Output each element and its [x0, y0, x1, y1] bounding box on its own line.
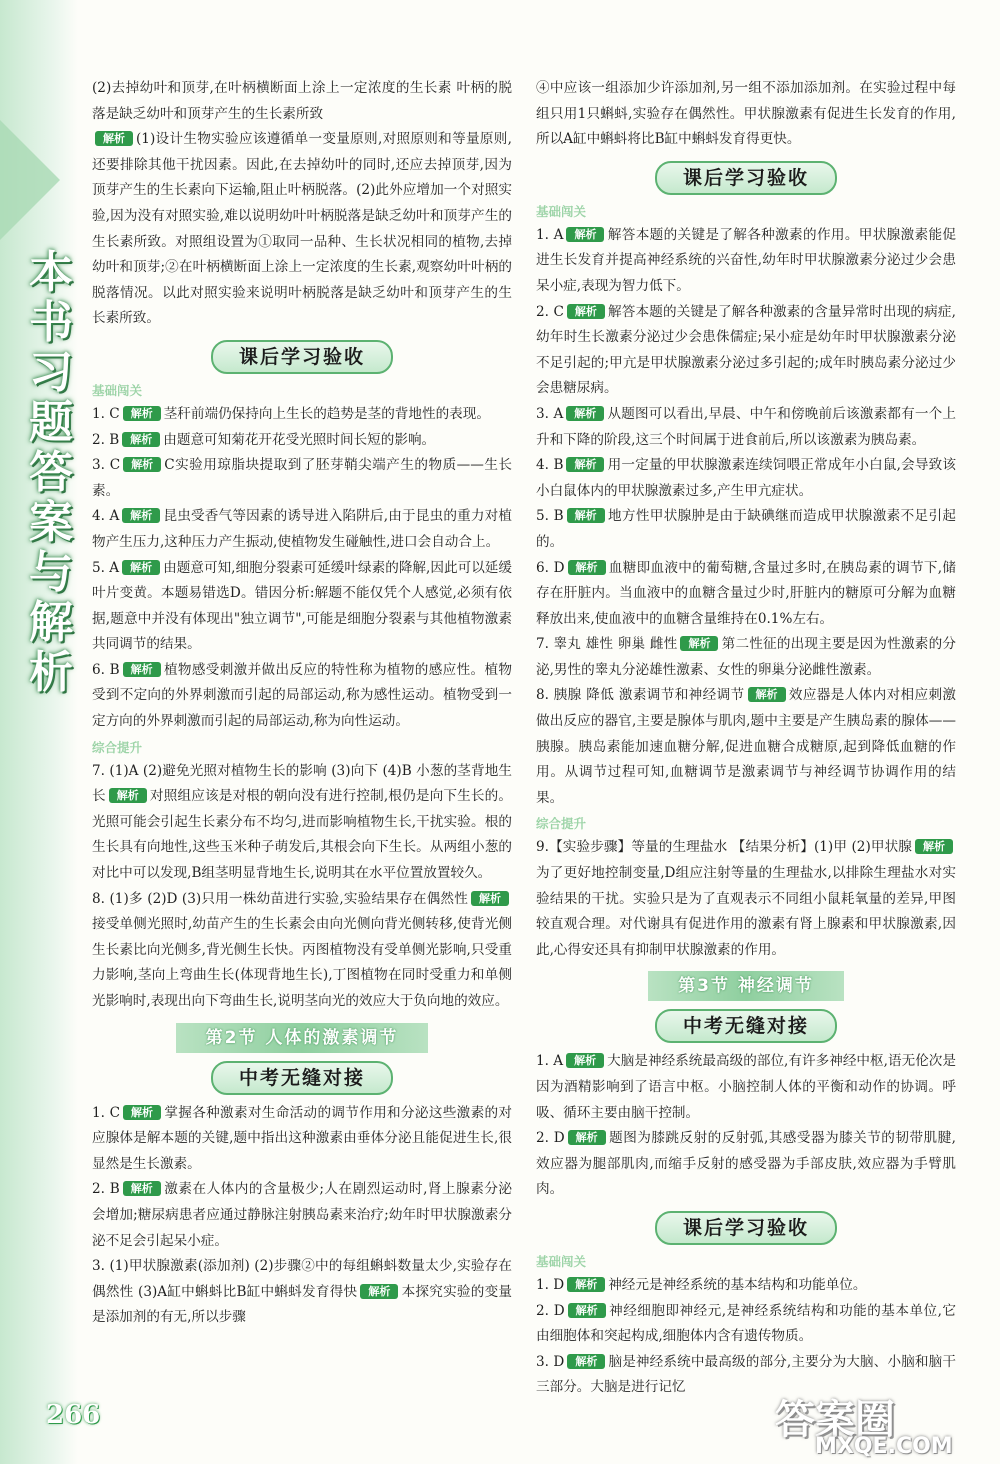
analysis-tag: 解析 — [567, 304, 605, 319]
left-column — [92, 76, 512, 1331]
analysis-tag: 解析 — [680, 636, 718, 651]
subheading-advanced: 综合提升 — [92, 739, 143, 755]
answer-item: 5. B 解析 地方性甲状腺肿是由于缺碘继而造成甲状腺激素不足引起的。 — [536, 508, 957, 550]
analysis-tag: 解析 — [123, 406, 161, 421]
analysis-tag: 解析 — [471, 891, 509, 906]
analysis-tag: 解析 — [566, 227, 604, 242]
banner-after-class: 课后学习验收 — [211, 340, 393, 374]
subheading-advanced: 综合提升 — [536, 816, 587, 832]
banner-exam-link: 中考无缝对接 — [211, 1061, 393, 1095]
analysis-tag: 解析 — [567, 1277, 605, 1292]
answer-item: 3. A 解析 从题图可以看出,早晨、中午和傍晚前后该激素都有一个上升和下降的阶段,这三个时间属于进食前后,所以该激素为胰岛素。 — [536, 405, 957, 448]
right-column — [536, 76, 956, 1401]
analysis-paragraph: 解析 (1)设计生物实验应该遵循单一变量原则,对照原则和等量原则,还要排除其他干扰因素。因此,在去掉幼叶的同时,还应去掉顶芽,因为顶芽产生的生长素向下运输,阻止叶柄脱落。(2)此外应增加一个对照实验,因为没有对照实验,难以说明幼叶叶柄脱落是缺乏幼叶和顶芽产生的生长素所致。对照组设置为①取同一品种、生长状况相同的植物,去掉幼叶和顶芽;②在叶柄横断面上涂上一定浓度的生长素,观察幼叶叶柄的脱落情况。以此对照实验来说明叶柄脱落是缺乏幼叶和顶芽产生的生长素所致。 — [92, 131, 512, 327]
answer-item: 2. D 解析 神经细胞即神经元,是神经系统结构和功能的基本单位,它由细胞体和突起构成,细胞体内含有遗传物质。 — [536, 1302, 956, 1345]
answer-item: 8. 胰腺 降低 激素调节和神经调节 解析 效应器是人体内对相应刺激做出反应的器官,主要是腺体与肌肉,题中主要是产生胰岛素的腺体——胰腺。胰岛素能加速血糖分解,促进血糖合成糖原,起到降低血糖的作用。从调节过程可知,血糖调节是激素调节与神经调节协调作用的结果。 — [536, 687, 957, 806]
subheading-basic: 基础闯关 — [92, 382, 143, 398]
subheading-basic: 基础闯关 — [536, 203, 587, 219]
analysis-tag: 解析 — [123, 662, 161, 677]
answer-item: 2. B 解析 由题意可知菊花开花受光照时间长短的影响。 — [92, 431, 436, 448]
banner-exam-link: 中考无缝对接 — [655, 1009, 837, 1043]
section-title-2: 第2节 人体的激素调节 — [176, 1023, 429, 1053]
banner-after-class: 课后学习验收 — [655, 161, 837, 195]
edge-arrow-decoration — [0, 120, 60, 240]
analysis-tag: 解析 — [568, 560, 606, 575]
answer-item: 4. B 解析 用一定量的甲状腺激素连续饲喂正常成年小白鼠,会导致该小白鼠体内的甲状腺激素过多,产生甲亢症状。 — [536, 457, 956, 499]
answer-item: 3. (1)甲状腺激素(添加剂) (2)步骤②中的每组蝌蚪数量太少,实验存在偶然性 (3)A缸中蝌蚪比B缸中蝌蚪发育得快 解析 本探究实验的变量是添加剂的有无,所以步骤 — [92, 1258, 512, 1326]
answer-item: 2. D 解析 题图为膝跳反射的反射弧,其感受器为膝关节的韧带肌腱,效应器为腿部肌肉,而缩手反射的感受器为手部皮肤,效应器为手臂肌肉。 — [536, 1130, 956, 1198]
answer-item: 7. 睾丸 雄性 卵巢 雌性 解析 第二性征的出现主要是因为性激素的分泌,男性的睾丸分泌雄性激素、女性的卵巢分泌雌性激素。 — [536, 636, 956, 678]
analysis-tag: 解析 — [123, 457, 161, 472]
analysis-tag: 解析 — [95, 131, 133, 146]
side-title: 本书习题答案与解析 — [29, 247, 73, 698]
analysis-tag: 解析 — [567, 1354, 605, 1369]
answer-item: 7. (1)A (2)避免光照对植物生长的影响 (3)向下 (4)B 小葱的茎背地生长 解析 对照组应该是对根的朝向没有进行控制,根仍是向下生长的。光照可能会引起生长素分布不均匀,进而影响植物生长,干扰实验。根的生长具有向地性,这些玉米种子萌发后,其根会向下生长。从两组小葱的对比中可以发现,B组茎明显背地生长,说明其在水平位置放置较久。 — [92, 762, 512, 882]
analysis-tag: 解析 — [360, 1284, 398, 1299]
answer-item: 1. A 解析 解答本题的关键是了解各种激素的作用。甲状腺激素能促进生长发育并提高神经系统的兴奋性,幼年时甲状腺激素分泌过少会患呆小症,表现为智力低下。 — [536, 226, 957, 294]
watermark-url: MXQE.COM — [815, 1434, 953, 1459]
section-title-3: 第3节 神经调节 — [648, 971, 844, 1001]
analysis-tag: 解析 — [568, 1130, 606, 1145]
analysis-tag: 解析 — [566, 1053, 604, 1068]
answer-item: 2. B 解析 激素在人体内的含量极少;人在剧烈运动时,肾上腺素分泌会增加;糖尿病患者应通过静脉注射胰岛素来治疗;幼年时甲状腺激素分泌不足会引起呆小症。 — [92, 1181, 513, 1249]
analysis-tag: 解析 — [123, 1105, 161, 1120]
analysis-tag: 解析 — [748, 687, 786, 702]
answer-item: 9.【实验步骤】等量的生理盐水 【结果分析】(1)甲 (2)甲状腺 解析为了更好地控制变量,D组应注射等量的生理盐水,以排除生理盐水对实验结果的干扰。实验只是为了直观表示不同组小鼠耗氧量的差异,甲图较直观合理。对代谢具有促进作用的激素有肾上腺素和甲状腺激素,因此,心得安还具有抑制甲状腺激素的作用。 — [536, 839, 956, 958]
answer-item: 4. A 解析 昆虫受香气等因素的诱导进入陷阱后,由于昆虫的重力对植物产生压力,这种压力产生振动,使植物发生碰触性,进口会自动合上。 — [92, 508, 513, 550]
answer-item: 1. C 解析 茎秆前端仍保持向上生长的趋势是茎的背地性的表现。 — [92, 405, 490, 422]
answer-paragraph: (2)去掉幼叶和顶芽,在叶柄横断面上涂上一定浓度的生长素 叶柄的脱落是缺乏幼叶和顶芽产生的生长素所致 — [92, 80, 512, 122]
analysis-tag: 解析 — [566, 406, 604, 421]
watermark-logo: 答案圈 — [775, 1397, 895, 1443]
analysis-tag: 解析 — [915, 839, 953, 854]
analysis-tag: 解析 — [566, 457, 604, 472]
analysis-tag: 解析 — [123, 1181, 161, 1196]
analysis-tag: 解析 — [122, 432, 160, 447]
answer-item: 3. D 解析 脑是神经系统中最高级的部分,主要分为大脑、小脑和脑干三部分。大脑是进行记忆 — [536, 1353, 956, 1396]
banner-after-class: 课后学习验收 — [655, 1211, 837, 1245]
page-number: 266 — [46, 1400, 101, 1430]
answer-paragraph: ④中应该一组添加少许添加剂,另一组不添加添加剂。在实验过程中每组只用1只蝌蚪,实验存在偶然性。甲状腺激素有促进生长发育的作用,所以A缸中蝌蚪将比B缸中蝌蚪发育得更快。 — [536, 80, 956, 148]
answer-item: 1. A 解析 大脑是神经系统最高级的部位,有许多神经中枢,语无伦次是因为酒精影响到了语言中枢。小脑控制人体的平衡和动作的协调。呼吸、循环主要由脑干控制。 — [536, 1053, 957, 1121]
analysis-tag: 解析 — [568, 1303, 606, 1318]
answer-item: 6. B 解析 植物感受刺激并做出反应的特性称为植物的感应性。植物受到不定向的外界刺激而引起的局部运动,称为感性运动。植物受到一定方向的外界刺激而引起的局部运动,称为向性运动。 — [92, 661, 513, 730]
answer-item: 5. A 解析 由题意可知,细胞分裂素可延缓叶绿素的降解,因此可以延缓叶片变黄。本题易错选D。错因分析:解题不能仅凭个人感觉,必须有依据,题意中并没有体现出"独立调节",可能是细胞分裂素与其他植物激素共同调节的结果。 — [92, 559, 513, 653]
analysis-tag: 解析 — [122, 508, 160, 523]
answer-item: 1. C 解析 掌握各种激素对生命活动的调节作用和分泌这些激素的对应腺体是解本题的关键,题中指出这种激素由垂体分泌且能促进生长,很显然是生长激素。 — [92, 1104, 513, 1172]
answer-item: 8. (1)多 (2)D (3)只用一株幼苗进行实验,实验结果存在偶然性 解析接受单侧光照时,幼苗产生的生长素会由向光侧向背光侧转移,使背光侧生长素比向光侧多,背光侧生长快。丙图植物没有受单侧光影响,只受重力影响,茎向上弯曲生长(体现背地生长),丁图植物在同时受重力和单侧光影响时,表现出向下弯曲生长,说明茎向光的效应大于负向地的效应。 — [92, 890, 512, 1009]
answer-item: 2. C 解析 解答本题的关键是了解各种激素的含量异常时出现的病症,幼年时生长激素分泌过少会患侏儒症;呆小症是幼年时甲状腺激素分泌不足引起的;甲亢是甲状腺激素分泌过多引起的;成年时胰岛素分泌过少会患糖尿病。 — [536, 303, 956, 397]
answer-item: 3. C 解析 C实验用琼脂块提取到了胚芽鞘尖端产生的物质——生长素。 — [92, 457, 512, 499]
analysis-tag: 解析 — [122, 560, 160, 575]
answer-item: 1. D 解析 神经元是神经系统的基本结构和功能单位。 — [536, 1276, 867, 1293]
analysis-tag: 解析 — [567, 508, 605, 523]
analysis-tag: 解析 — [109, 788, 147, 803]
subheading-basic: 基础闯关 — [536, 1253, 587, 1269]
answer-item: 6. D 解析 血糖即血液中的葡萄糖,含量过多时,在胰岛素的调节下,储存在肝脏内。当血液中的血糖含量过少时,肝脏内的糖原可分解为血糖释放出来,使血液中的血糖含量维持在0.1%左右。 — [536, 559, 956, 627]
